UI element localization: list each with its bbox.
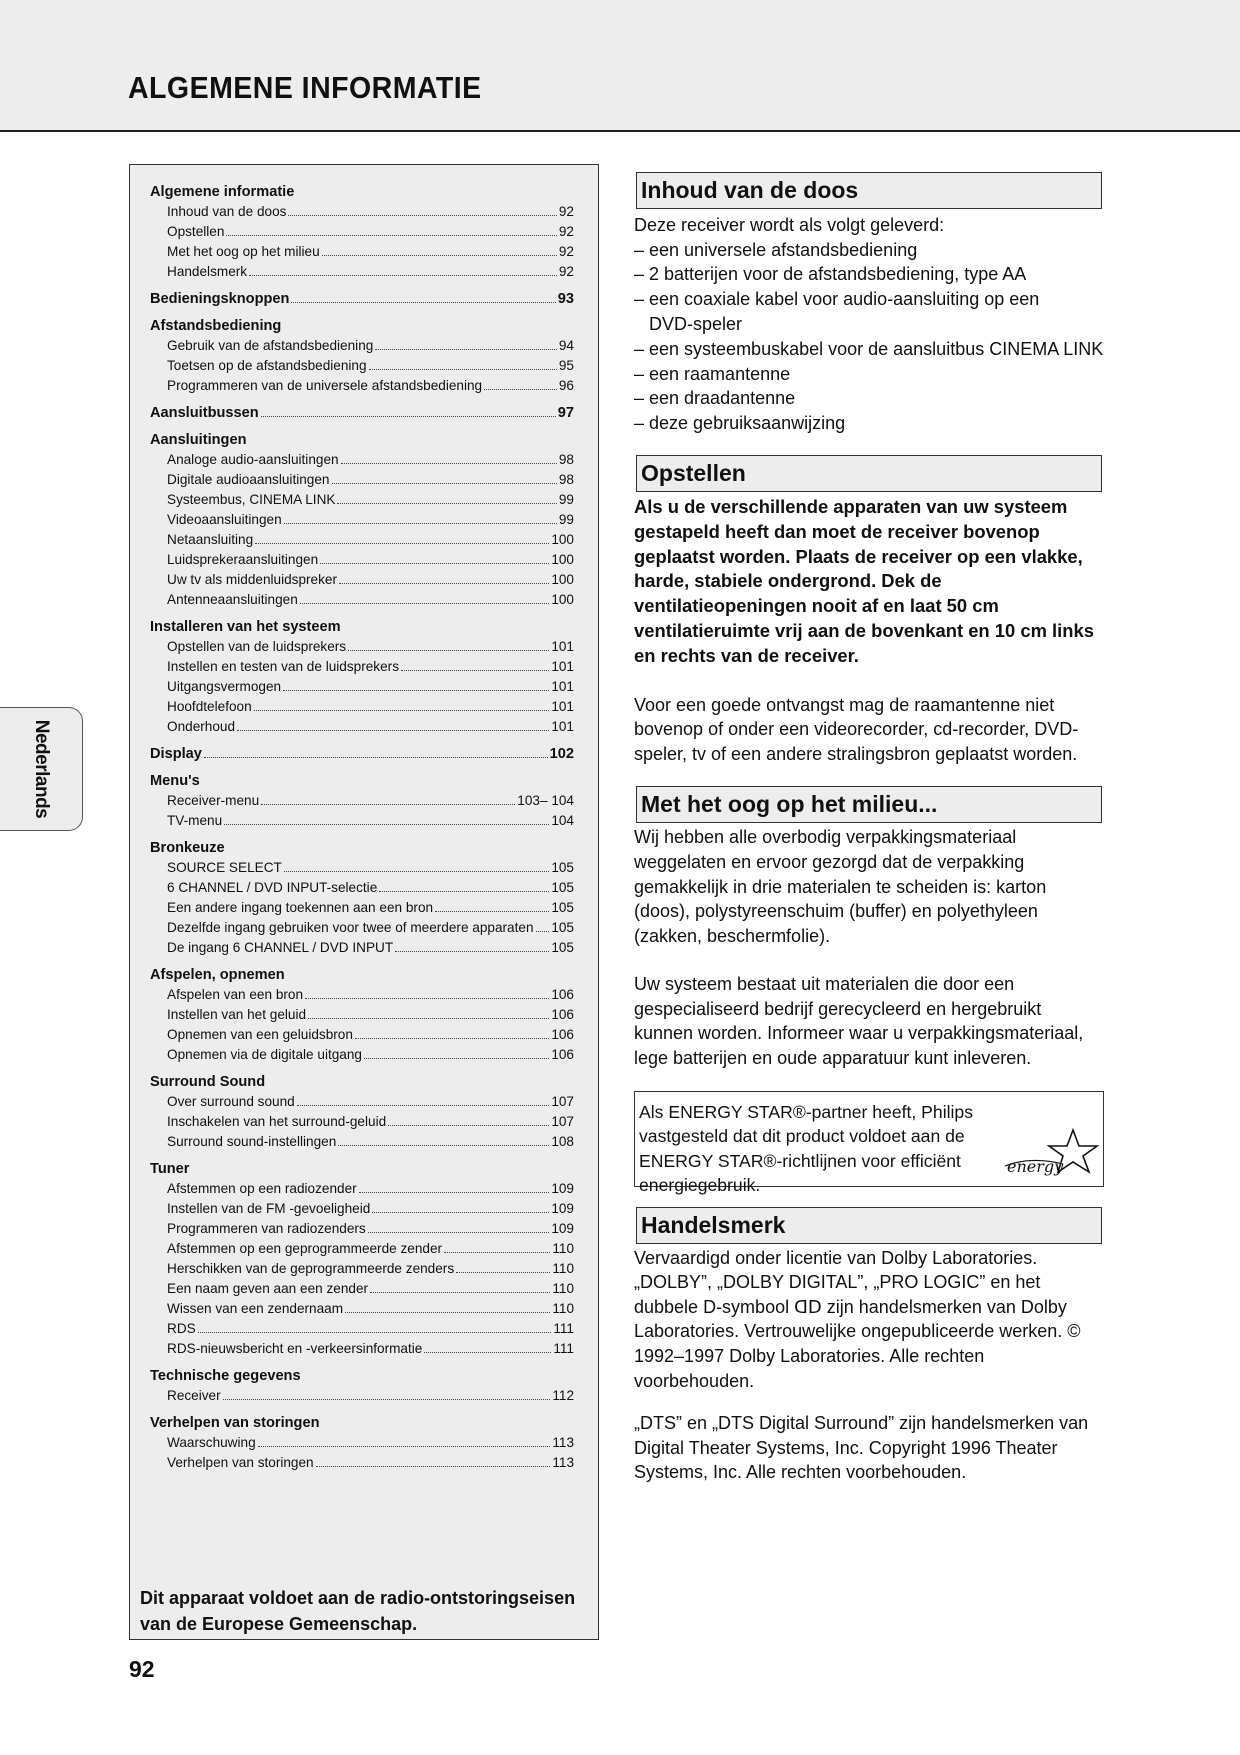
toc-leader-dots <box>332 483 557 484</box>
energy-star-box <box>634 1091 1104 1196</box>
toc-leader-dots <box>369 369 557 370</box>
toc-section <box>150 617 574 737</box>
toc-entry <box>150 490 574 510</box>
page-header <box>0 0 1240 132</box>
toc-entry <box>150 1386 574 1406</box>
toc-entry-label: Uw tv als middenluidspreker <box>167 572 337 587</box>
toc-section <box>150 1072 574 1152</box>
toc-leader-dots <box>291 302 555 303</box>
toc-entry <box>150 1112 574 1132</box>
toc-section <box>150 744 574 764</box>
toc-entry-page: 113 <box>552 1455 574 1470</box>
toc-leader-dots <box>388 1125 549 1126</box>
toc-section <box>150 316 574 396</box>
toc-entry <box>150 202 574 222</box>
toc-entry <box>150 510 574 530</box>
toc-entry-page: 99 <box>558 512 574 527</box>
toc-section-title: Verhelpen van storingen <box>150 1415 320 1431</box>
toc-section <box>150 182 574 282</box>
toc-entry-label: RDS <box>167 1321 196 1336</box>
toc-entry-label: Aansluitbussen <box>150 405 259 421</box>
toc-entry-label: Opstellen <box>167 224 225 239</box>
toc-leader-dots <box>536 931 550 932</box>
toc-entry-page: 105 <box>551 860 574 875</box>
toc-entry-label: Inschakelen van het surround-geluid <box>167 1114 387 1129</box>
toc-entry-label: Dezelfde ingang gebruiken voor twee of meerdere apparaten <box>167 920 534 935</box>
toc-entry <box>150 1005 574 1025</box>
toc-entry <box>150 570 574 590</box>
milieu-text-1: Wij hebben alle overbodig verpakkingsmateriaal weggelaten en ervoor gezorgd dat de verpakking gemakkelijk in drie materialen te scheiden is: karton (doos), polystyreenschuim (buffer) en polyethyleen (zakken, beschermfolie). <box>634 827 1047 946</box>
toc-entry-page: 96 <box>558 378 574 393</box>
toc-section <box>150 1159 574 1359</box>
toc-entry-page: 107 <box>551 1114 574 1129</box>
toc-entry-label: Hoofdtelefoon <box>167 699 252 714</box>
toc-section <box>150 838 574 958</box>
toc-leader-dots <box>456 1272 550 1273</box>
toc-entry <box>150 242 574 262</box>
toc-leader-dots <box>339 583 549 584</box>
toc-entry-label: Surround sound-instellingen <box>167 1134 337 1149</box>
toc-entry <box>150 1092 574 1112</box>
toc-entry-page: 98 <box>558 472 574 487</box>
toc-entry-label: Onderhoud <box>167 719 236 734</box>
toc-entry <box>150 289 574 309</box>
toc-entry <box>150 677 574 697</box>
toc-leader-dots <box>359 1192 550 1193</box>
toc-entry <box>150 1433 574 1453</box>
toc-entry-page: 110 <box>552 1241 574 1256</box>
toc-entry-label: Gebruik van de afstandsbediening <box>167 338 374 353</box>
toc-leader-dots <box>424 1352 551 1353</box>
toc-entry <box>150 744 574 764</box>
toc-entry <box>150 1199 574 1219</box>
toc-entry <box>150 336 574 356</box>
list-item: – een systeembuskabel voor de aansluitbus CINEMA LINK <box>634 338 1104 359</box>
toc-entry-page: 99 <box>558 492 574 507</box>
toc-entry-page: 97 <box>557 405 574 421</box>
list-item: – een raamantenne <box>634 363 791 384</box>
toc-entry-page: 94 <box>558 338 574 353</box>
toc-entry-page: 98 <box>558 452 574 467</box>
toc-entry <box>150 1219 574 1239</box>
section-title-inhoud: Inhoud van de doos <box>636 172 1102 209</box>
toc-entry-page: 105 <box>551 880 574 895</box>
toc-section <box>150 430 574 610</box>
toc-leader-dots <box>372 1212 549 1213</box>
toc-entry-page: 105 <box>551 920 574 935</box>
toc-entry <box>150 1239 574 1259</box>
toc-entry-page: 105 <box>551 940 574 955</box>
toc-leader-dots <box>484 389 557 390</box>
toc-entry-label: Afspelen van een bron <box>167 987 304 1002</box>
toc-entry-label: Videoaansluitingen <box>167 512 282 527</box>
toc-entry <box>150 898 574 918</box>
toc-section-title: Tuner <box>150 1161 190 1177</box>
toc-entry-page: 109 <box>551 1201 574 1216</box>
toc-entry-label: Antenneaansluitingen <box>167 592 298 607</box>
toc-section-title: Afspelen, opnemen <box>150 967 285 983</box>
opstellen-warning: Als u de verschillende apparaten van uw systeem gestapeld heeft dan moet de receiver bovenop geplaatst worden. Plaats de receiver op een vlakke, harde, stabiele ondergrond. Dek de ventilatieopeningen nooit af en laat 50 cm ventilatieruimte vrij aan de bovenkant en 10 cm links en rechts van de receiver. <box>634 495 1094 666</box>
toc-entry <box>150 637 574 657</box>
inhoud-intro: Deze receiver wordt als volgt geleverd: <box>634 215 945 235</box>
toc-leader-dots <box>435 911 549 912</box>
toc-entry <box>150 262 574 282</box>
energy-star-text: Als ENERGY STAR®-partner heeft, Philips vastgesteld dat dit product voldoet aan de ENERGY STAR®-richtlijnen voor efficiënt energiegebruik. <box>639 1101 974 1196</box>
toc-entry-label: Instellen en testen van de luidsprekers <box>167 659 399 674</box>
toc-entry-page: 95 <box>558 358 574 373</box>
list-item: – deze gebruiksaanwijzing <box>634 413 846 434</box>
toc-entry-page: 103– 104 <box>517 793 574 808</box>
toc-leader-dots <box>255 543 549 544</box>
toc-section <box>150 771 574 831</box>
toc-entry-page: 100 <box>551 552 574 567</box>
toc-entry <box>150 858 574 878</box>
toc-entry <box>150 791 574 811</box>
toc-entry-page: 93 <box>557 291 574 307</box>
toc-entry-label: Receiver-menu <box>167 793 260 808</box>
inhoud-list <box>634 238 1104 436</box>
toc-entry-page: 100 <box>551 572 574 587</box>
language-tab <box>0 707 83 831</box>
toc-leader-dots <box>249 275 557 276</box>
toc-leader-dots <box>305 998 549 999</box>
toc-entry-page: 102 <box>549 746 574 762</box>
toc-section-title: Menu's <box>150 773 200 789</box>
toc-leader-dots <box>300 603 550 604</box>
toc-entry-label: Verhelpen van storingen <box>167 1455 314 1470</box>
toc-entry-page: 109 <box>551 1221 574 1236</box>
list-item: – een coaxiale kabel voor audio-aansluiting op een DVD-speler <box>634 289 1040 334</box>
toc-entry-label: Luidsprekeraansluitingen <box>167 552 319 567</box>
toc-entry-label: Wissen van een zendernaam <box>167 1301 344 1316</box>
toc-entry <box>150 985 574 1005</box>
toc-leader-dots <box>224 824 549 825</box>
toc-entry <box>150 530 574 550</box>
toc-entry-page: 111 <box>553 1341 574 1356</box>
toc-entry-label: Herschikken van de geprogrammeerde zenders <box>167 1261 455 1276</box>
toc-entry-page: 92 <box>558 264 574 279</box>
toc-entry-label: Een naam geven aan een zender <box>167 1281 369 1296</box>
toc-section-title: Bronkeuze <box>150 840 225 856</box>
toc-entry-label: Opnemen van een geluidsbron <box>167 1027 353 1042</box>
page-number: 92 <box>129 1656 155 1682</box>
toc-entry-page: 107 <box>551 1094 574 1109</box>
toc-entry-label: Inhoud van de doos <box>167 204 287 219</box>
toc-entry-label: Netaansluiting <box>167 532 254 547</box>
toc-leader-dots <box>444 1252 550 1253</box>
toc-entry-page: 110 <box>552 1261 574 1276</box>
toc-entry <box>150 1279 574 1299</box>
toc-entry-page: 106 <box>551 987 574 1002</box>
toc-entry-page: 92 <box>558 244 574 259</box>
energy-star-logo-icon <box>1001 1126 1101 1182</box>
toc-section <box>150 403 574 423</box>
toc-entry-label: Bedieningsknoppen <box>150 291 290 307</box>
toc-section-title: Afstandsbediening <box>150 318 282 334</box>
toc-entry-page: 106 <box>551 1007 574 1022</box>
toc-entry-page: 100 <box>551 532 574 547</box>
toc-leader-dots <box>338 1145 549 1146</box>
toc-entry-page: 110 <box>552 1301 574 1316</box>
toc-section <box>150 289 574 309</box>
toc-leader-dots <box>345 1312 550 1313</box>
toc-entry-label: Instellen van het geluid <box>167 1007 307 1022</box>
toc-leader-dots <box>283 690 549 691</box>
toc-leader-dots <box>258 1446 551 1447</box>
toc-leader-dots <box>204 757 548 758</box>
toc-entry <box>150 376 574 396</box>
toc-entry-page: 106 <box>551 1047 574 1062</box>
toc-entry-label: Waarschuwing <box>167 1435 256 1450</box>
toc-entry-label: De ingang 6 CHANNEL / DVD INPUT <box>167 940 394 955</box>
toc-leader-dots <box>355 1038 549 1039</box>
toc-entry <box>150 717 574 737</box>
toc-entry-page: 101 <box>551 699 574 714</box>
toc-leader-dots <box>261 416 556 417</box>
toc-entry-label: Opstellen van de luidsprekers <box>167 639 347 654</box>
toc-leader-dots <box>226 235 556 236</box>
toc-entry <box>150 550 574 570</box>
toc-entry-page: 111 <box>553 1321 574 1336</box>
handelsmerk-text-2: „DTS” en „DTS Digital Surround” zijn handelsmerken van Digital Theater Systems, Inc. Copyright 1996 Theater Systems, Inc. Alle rechten voorbehouden. <box>634 1413 1089 1483</box>
toc-leader-dots <box>375 349 557 350</box>
toc-entry-label: Afstemmen op een radiozender <box>167 1181 357 1196</box>
toc-entry <box>150 470 574 490</box>
toc-leader-dots <box>261 804 515 805</box>
toc-entry <box>150 590 574 610</box>
toc-leader-dots <box>308 1018 549 1019</box>
toc-entry <box>150 1045 574 1065</box>
toc-entry-label: Toetsen op de afstandsbediening <box>167 358 367 373</box>
toc-entry <box>150 1319 574 1339</box>
toc-section-title: Surround Sound <box>150 1074 266 1090</box>
toc-entry-label: Systeembus, CINEMA LINK <box>167 492 336 507</box>
toc-entry-label: Instellen van de FM -gevoeligheid <box>167 1201 371 1216</box>
toc-entry <box>150 878 574 898</box>
toc-leader-dots <box>223 1399 551 1400</box>
toc-section-title: Aansluitingen <box>150 432 247 448</box>
toc-entry <box>150 1259 574 1279</box>
table-of-contents <box>129 164 599 1640</box>
toc-section <box>150 1366 574 1406</box>
toc-entry-page: 92 <box>558 204 574 219</box>
toc-leader-dots <box>237 730 549 731</box>
energy-logo-text: energy <box>1007 1156 1064 1176</box>
toc-entry <box>150 1132 574 1152</box>
toc-section-title: Installeren van het systeem <box>150 619 341 635</box>
page-title: ALGEMENE INFORMATIE <box>128 70 482 105</box>
toc-list <box>150 182 574 1480</box>
toc-entry-label: Programmeren van de universele afstandsbediening <box>167 378 483 393</box>
toc-entry <box>150 657 574 677</box>
toc-entry-label: Over surround sound <box>167 1094 295 1109</box>
list-item: – een universele afstandsbediening <box>634 239 918 260</box>
toc-leader-dots <box>320 563 549 564</box>
toc-entry <box>150 403 574 423</box>
opstellen-text: Voor een goede ontvangst mag de raamantenne niet bovenop of onder een videorecorder, cd-recorder, DVD-speler, tv of een andere stralingsbron geplaatst worden. <box>634 694 1079 764</box>
toc-entry <box>150 938 574 958</box>
toc-entry-page: 101 <box>551 639 574 654</box>
content-column <box>634 172 1104 1485</box>
toc-entry-label: Digitale audioaansluitingen <box>167 472 330 487</box>
toc-entry-page: 105 <box>551 900 574 915</box>
toc-leader-dots <box>370 1292 550 1293</box>
toc-entry-page: 113 <box>552 1435 574 1450</box>
list-item: – een draadantenne <box>634 388 796 409</box>
toc-entry-page: 101 <box>551 679 574 694</box>
toc-section <box>150 1413 574 1473</box>
toc-entry-page: 104 <box>551 813 574 828</box>
toc-leader-dots <box>284 523 557 524</box>
toc-entry-label: Receiver <box>167 1388 221 1403</box>
toc-entry-page: 108 <box>551 1134 574 1149</box>
language-tab-label: Nederlands <box>31 719 52 819</box>
toc-entry-label: Programmeren van radiozenders <box>167 1221 366 1236</box>
toc-section-title: Algemene informatie <box>150 184 295 200</box>
toc-leader-dots <box>341 463 557 464</box>
toc-entry-label: RDS-nieuwsbericht en -verkeersinformatie <box>167 1341 423 1356</box>
section-title-handelsmerk: Handelsmerk <box>636 1207 1102 1244</box>
toc-entry-label: Met het oog op het milieu <box>167 244 320 259</box>
toc-leader-dots <box>364 1058 549 1059</box>
toc-leader-dots <box>284 871 549 872</box>
toc-leader-dots <box>348 650 549 651</box>
toc-notice: Dit apparaat voldoet aan de radio-ontstoringseisen van de Europese Gemeenschap. <box>140 1588 576 1634</box>
toc-entry-label: Afstemmen op een geprogrammeerde zender <box>167 1241 443 1256</box>
toc-entry-label: Analoge audio-aansluitingen <box>167 452 339 467</box>
toc-entry-page: 106 <box>551 1027 574 1042</box>
toc-entry-label: Display <box>150 746 202 762</box>
toc-entry-page: 112 <box>552 1388 574 1403</box>
toc-leader-dots <box>322 255 557 256</box>
toc-entry-label: 6 CHANNEL / DVD INPUT-selectie <box>167 880 378 895</box>
toc-entry <box>150 450 574 470</box>
toc-leader-dots <box>198 1332 552 1333</box>
toc-entry <box>150 1339 574 1359</box>
toc-leader-dots <box>379 891 549 892</box>
toc-entry-label: Handelsmerk <box>167 264 248 279</box>
section-title-milieu: Met het oog op het milieu... <box>636 786 1102 823</box>
toc-entry-label: Opnemen via de digitale uitgang <box>167 1047 362 1062</box>
list-item: – 2 batterijen voor de afstandsbediening, type AA <box>634 264 1027 285</box>
toc-entry-page: 109 <box>551 1181 574 1196</box>
toc-entry <box>150 1025 574 1045</box>
toc-leader-dots <box>288 215 556 216</box>
toc-section-title: Technische gegevens <box>150 1368 301 1384</box>
toc-entry-label: Een andere ingang toekennen aan een bron <box>167 900 434 915</box>
handelsmerk-text-1: Vervaardigd onder licentie van Dolby Laboratories. „DOLBY”, „DOLBY DIGITAL”, „PRO LOGIC” en het dubbele D-symbool ᗡᗞ zijn handelsmerken van Dolby Laboratories. Vertrouwelijke ongepubliceerde werken. © 1992–1997 Dolby Laboratories. Alle rechten voorbehouden. <box>634 1247 1081 1391</box>
toc-entry-page: 100 <box>551 592 574 607</box>
toc-entry <box>150 697 574 717</box>
toc-leader-dots <box>297 1105 550 1106</box>
toc-leader-dots <box>395 951 549 952</box>
toc-entry-page: 101 <box>551 659 574 674</box>
toc-entry <box>150 356 574 376</box>
toc-entry-label: TV-menu <box>167 813 223 828</box>
toc-leader-dots <box>316 1466 551 1467</box>
toc-entry <box>150 918 574 938</box>
milieu-text-2: Uw systeem bestaat uit materialen die door een gespecialiseerd bedrijf gerecycleerd en hergebruikt kunnen worden. Informeer waar u verpakkingsmateriaal, lege batterijen en oude apparatuur kunt inleveren. <box>634 974 1084 1069</box>
toc-entry <box>150 1179 574 1199</box>
toc-leader-dots <box>254 710 550 711</box>
toc-leader-dots <box>337 503 556 504</box>
toc-entry <box>150 1299 574 1319</box>
toc-entry-label: SOURCE SELECT <box>167 860 282 875</box>
toc-entry <box>150 1453 574 1473</box>
toc-leader-dots <box>401 670 549 671</box>
toc-entry <box>150 222 574 242</box>
toc-leader-dots <box>368 1232 550 1233</box>
toc-entry-label: Uitgangsvermogen <box>167 679 282 694</box>
toc-entry-page: 101 <box>551 719 574 734</box>
section-title-opstellen: Opstellen <box>636 455 1102 492</box>
toc-section <box>150 965 574 1065</box>
toc-entry-page: 110 <box>552 1281 574 1296</box>
toc-entry <box>150 811 574 831</box>
toc-entry-page: 92 <box>558 224 574 239</box>
